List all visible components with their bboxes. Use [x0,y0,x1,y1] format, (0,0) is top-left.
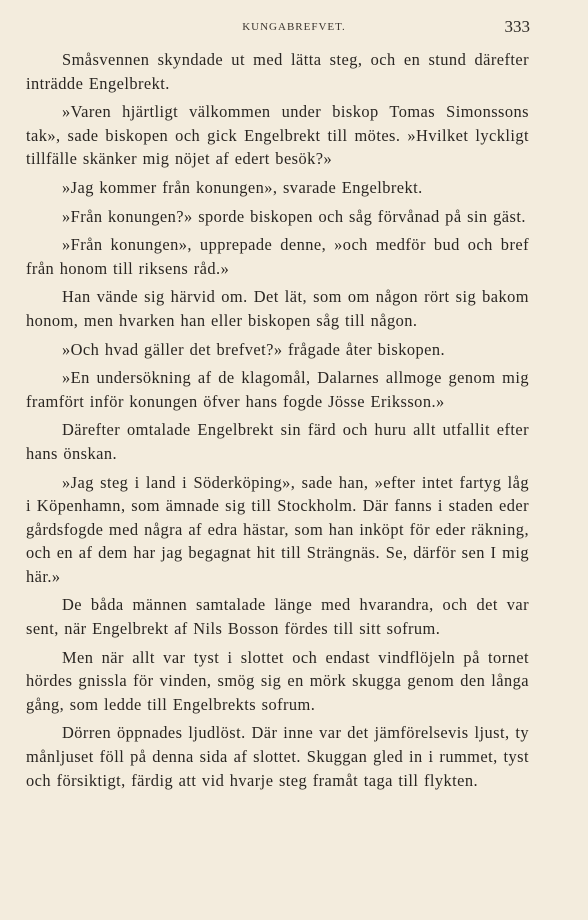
body-text [26,48,529,797]
running-header [0,17,588,39]
paragraph: Men när allt var tyst i slottet och endast vindflöjeln på tornet hördes gnissla för vinden, smög sig en mörk skugga genom den långa gång, som ledde till Engelbrekts sofrum. [26,647,529,714]
paragraph: Dörren öppnades ljudlöst. Där inne var det jämförelsevis ljust, ty månljuset föll på denna sida af slottet. Skuggan gled in i rummet, tyst och försiktigt, färdig att vid hvarje steg framåt taga till flykten. [26,723,529,790]
paragraph: Småsvennen skyndade ut med lätta steg, och en stund därefter inträdde Engelbrekt. [26,50,529,93]
paragraph: Han vände sig härvid om. Det lät, som om någon rört sig bakom honom, men hvarken han eller biskopen såg till någon. [26,287,529,330]
paragraph: »Varen hjärtligt välkommen under biskop Tomas Simonssons tak», sade biskopen och gick Engelbrekt till mötes. »Hvilket lyckligt tillfälle skänker mig nöjet af edert besök?» [26,102,529,169]
paragraph: »En undersökning af de klagomål, Dalarnes allmoge genom mig framfört inför konungen öfver hans fogde Jösse Eriksson.» [26,368,529,411]
paragraph: »Jag steg i land i Söderköping», sade han, »efter intet fartyg låg i Köpenhamn, som ämnade sig till Stockholm. Där fanns i staden eder gårdsfogde med några af edra hästar, som han inköpt för eder räkning, och en af dem har jag begagnat hit till Strängnäs. Se, därför sen I mig här.» [26,472,529,586]
paragraph: De båda männen samtalade länge med hvarandra, och det var sent, när Engelbrekt af Nils Bosson fördes till sitt sofrum. [26,595,529,639]
paragraph: »Och hvad gäller det brefvet?» frågade åter biskopen. [62,339,446,359]
paragraph: »Jag kommer från konungen», svarade Engelbrekt. [62,177,423,197]
paragraph: »Från konungen?» sporde biskopen och såg förvånad på sin gäst. [62,206,526,226]
running-title: KUNGABREFVET. [242,21,346,33]
paragraph: »Från konungen», upprepade denne, »och medför bud och bref från honom till riksens råd.» [26,235,529,278]
paragraph: Därefter omtalade Engelbrekt sin färd och huru allt utfallit efter hans önskan. [26,420,529,463]
page-number: 333 [504,17,530,36]
